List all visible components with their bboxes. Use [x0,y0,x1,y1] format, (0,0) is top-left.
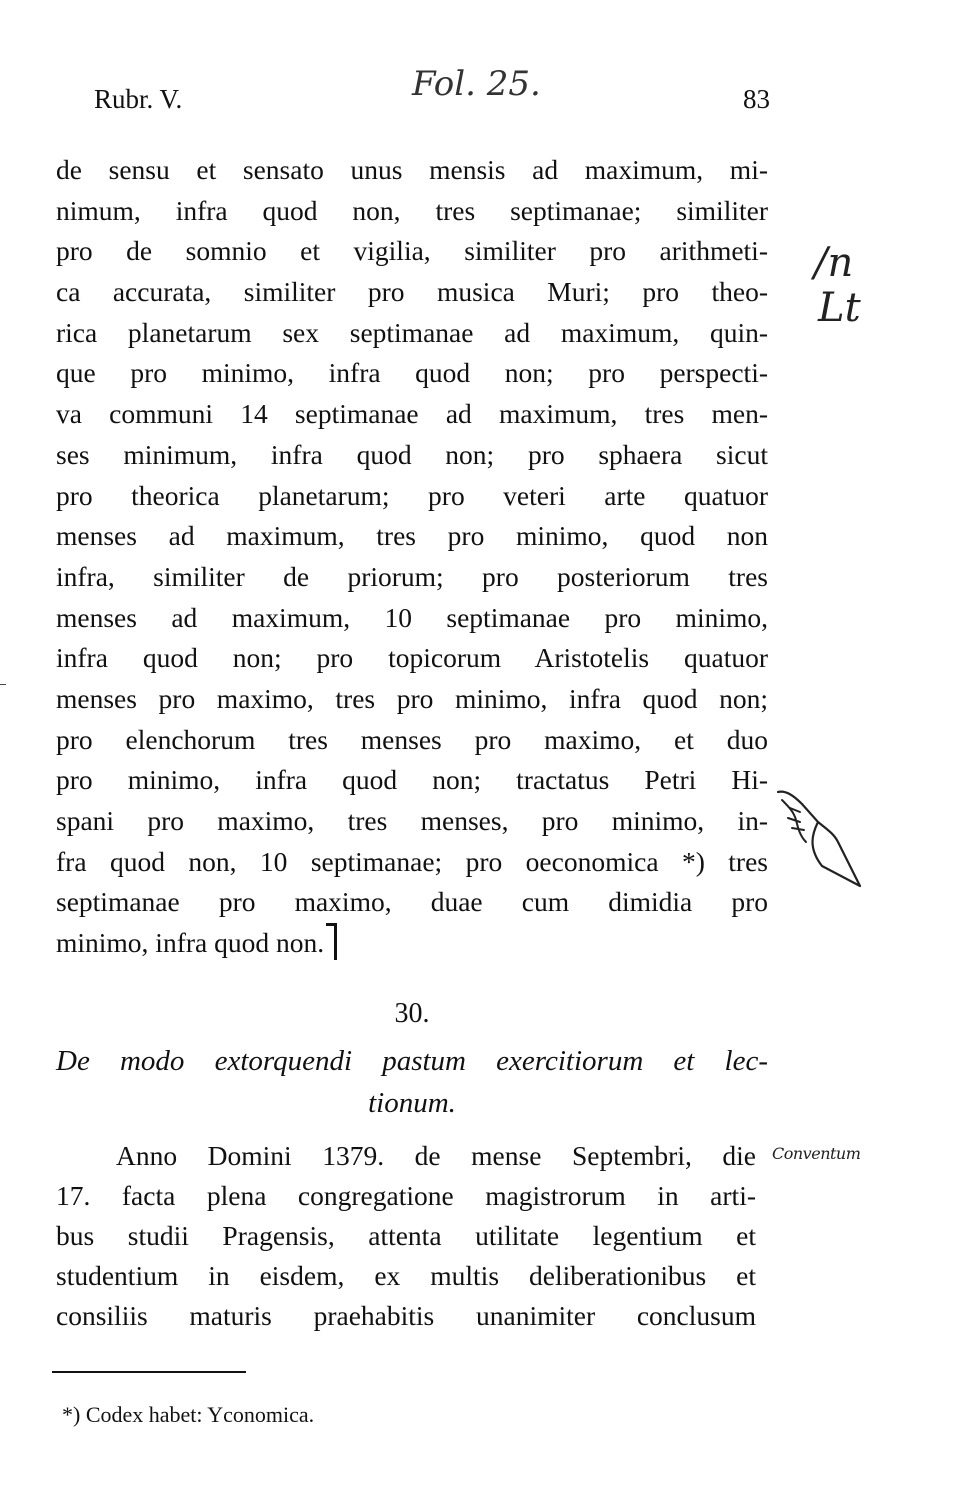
text-line: nimum, infra quod non, tres septimanae; similiter [56,194,768,226]
margin-note: Conventum [772,1144,861,1163]
text-line: rica planetarum sex septimanae ad maximum, quin- [56,316,768,348]
text-line: va communi 14 septimanae ad maximum, tres men- [56,398,768,430]
section-number: 30. [394,998,430,1029]
text-line: fra quod non, 10 septimanae; pro oeconomica *) tres [56,845,768,877]
page-edge-mark [0,684,6,685]
text-line: pro theorica planetarum; pro veteri arte quatuor [56,479,768,511]
text-line: spani pro maximo, tres menses, pro minimo, in- [56,805,768,836]
text-line: que pro minimo, infra quod non; pro perspecti- [56,357,768,389]
footnote-divider [52,1371,246,1373]
running-head-rubric: Rubr. V. [94,84,183,114]
text-line: menses ad maximum, tres pro minimo, quod non [56,520,768,552]
text-line: pro minimo, infra quod non; tractatus Petri Hi- [56,764,768,796]
text-line: pro elenchorum tres menses pro maximo, et duo [56,723,768,755]
paragraph-line: Anno Domini 1379. de mense Septembri, die [116,1140,756,1171]
margin-note: /n [814,240,854,286]
text-line: menses ad maximum, 10 septimanae pro minimo, [56,601,768,633]
handwritten-folio: Fol. 25. [412,64,541,104]
page-number: 83 [743,84,770,114]
text-line: ses minimum, infra quod non; pro sphaera sicut [56,438,768,470]
text-line: menses pro maximo, tres pro minimo, infra quod non; [56,682,768,714]
running-head [94,64,770,124]
text-line: pro de somnio et vigilia, similiter pro arithmeti- [56,235,768,267]
paragraph-line: studentium in eisdem, ex multis deliberationibus et [56,1260,756,1291]
text-line: ca accurata, similiter pro musica Muri; pro theo- [56,276,768,308]
text-line: septimanae pro maximo, duae cum dimidia pro [56,886,768,918]
heading-line: tionum. [368,1087,456,1119]
paragraph [56,1136,756,1336]
text-line-content: minimo, infra quod non. [56,927,325,959]
paragraph-line: consiliis maturis praehabitis unanimiter conclusum [56,1300,756,1331]
paragraph-line: 17. facta plena congregatione magistrorum in arti- [56,1180,756,1211]
footnote: *) Codex habet: Yconomica. [62,1402,315,1427]
pointing-hand-icon [772,782,868,892]
text-line: infra, similiter de priorum; pro posteriorum tres [56,560,768,592]
text-line-last [56,923,768,964]
heading-line: De modo extorquendi pastum exercitiorum et lec- [56,1045,768,1077]
paragraph-line: bus studii Pragensis, attenta utilitate legentium et [56,1220,756,1251]
margin-note: Lt [818,285,861,331]
section-heading [56,1040,768,1124]
text-line: de sensu et sensato unus mensis ad maximum, mi- [56,154,768,185]
bracket-icon [326,923,337,960]
text-line: infra quod non; pro topicorum Aristotelis quatuor [56,642,768,674]
body-text [56,150,768,964]
